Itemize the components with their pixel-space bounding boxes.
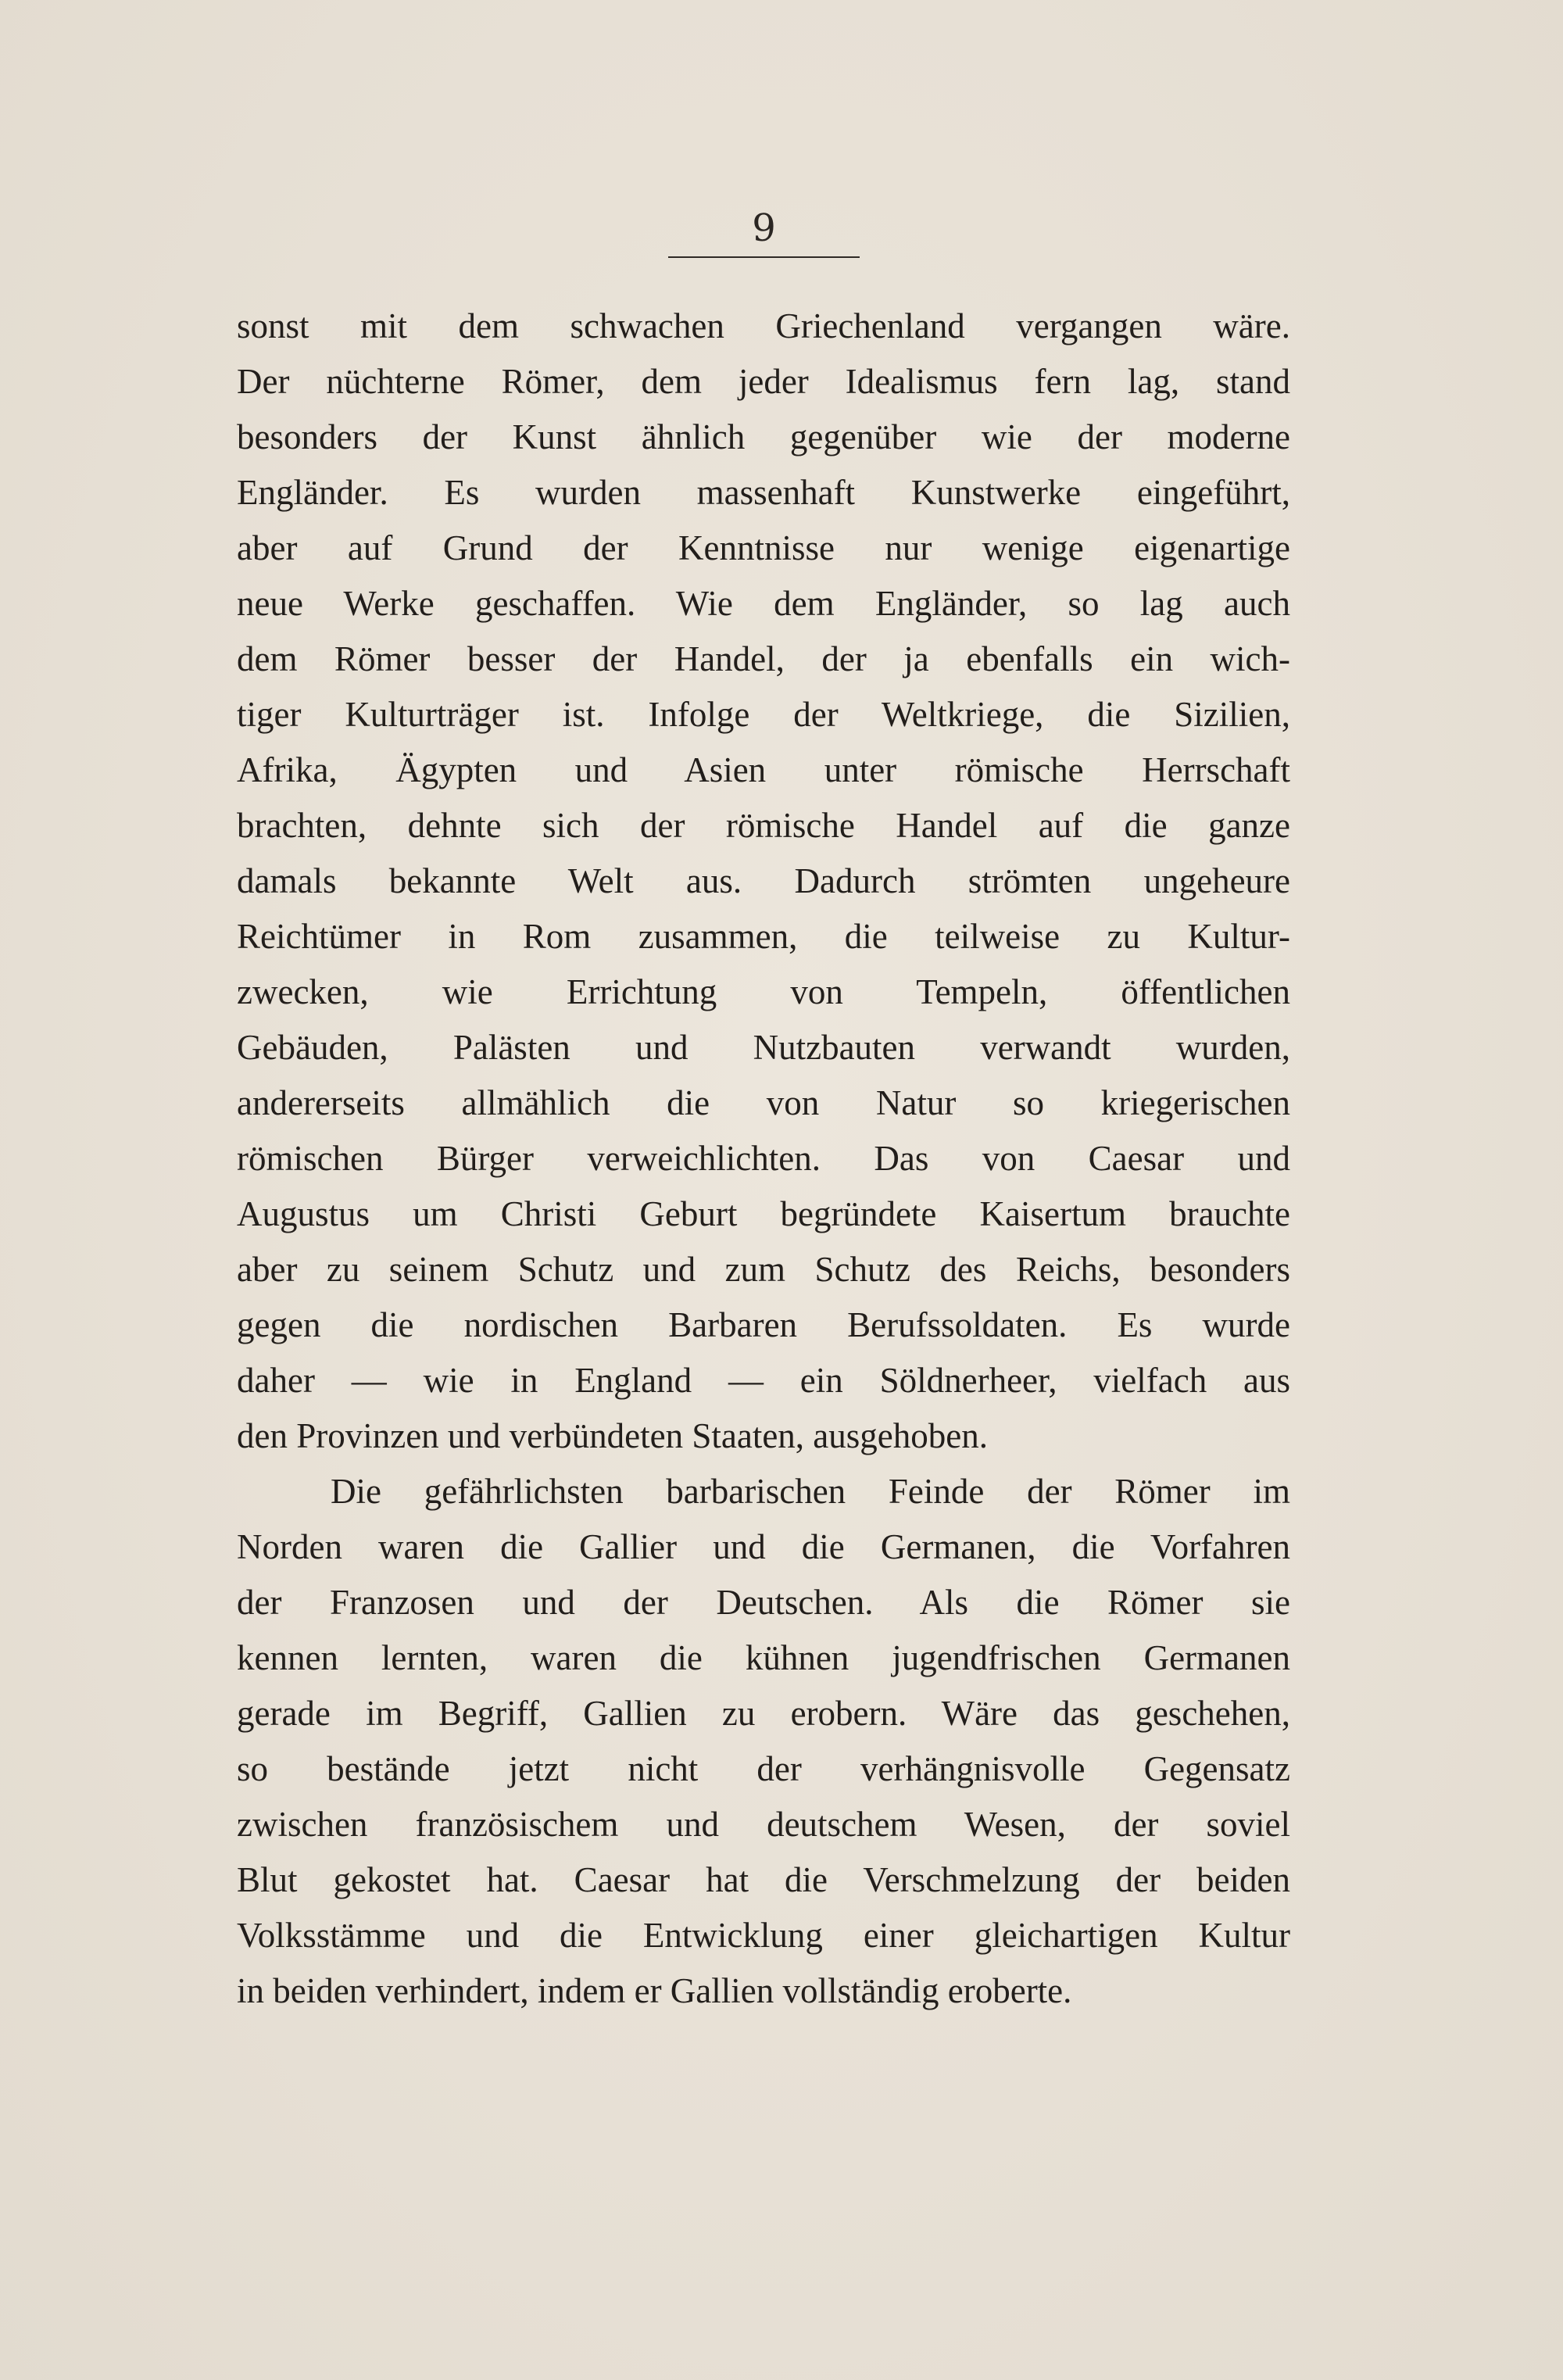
text-line: zwischen französischem und deutschem Wesen, der soviel <box>237 1805 1290 1844</box>
text-line: den Provinzen und verbündeten Staaten, ausgehoben. <box>237 1416 988 1455</box>
text-line: tiger Kulturträger ist. Infolge der Weltkriege, die Sizilien, <box>237 695 1290 734</box>
text-line: aber auf Grund der Kenntnisse nur wenige eigenartige <box>237 528 1290 567</box>
text-line: Engländer. Es wurden massenhaft Kunstwerke eingeführt, <box>237 473 1290 512</box>
text-line: sonst mit dem schwachen Griechenland vergangen wäre. <box>237 306 1290 345</box>
text-line: in beiden verhindert, indem er Gallien vollständig eroberte. <box>237 1971 1072 2010</box>
text-line: zwecken, wie Errichtung von Tempeln, öffentlichen <box>237 972 1290 1011</box>
text-line: kennen lernten, waren die kühnen jugendfrischen Germanen <box>237 1638 1290 1677</box>
text-line: Blut gekostet hat. Caesar hat die Verschmelzung der beiden <box>237 1860 1290 1899</box>
text-line: römischen Bürger verweichlichten. Das von Caesar und <box>237 1139 1290 1178</box>
text-line: Augustus um Christi Geburt begründete Kaisertum brauchte <box>237 1194 1290 1233</box>
text-line: daher — wie in England — ein Söldnerheer, vielfach aus <box>237 1361 1290 1400</box>
page-header <box>668 205 860 258</box>
text-line: Gebäuden, Palästen und Nutzbauten verwandt wurden, <box>237 1028 1290 1067</box>
text-line: besonders der Kunst ähnlich gegenüber wie der moderne <box>237 417 1290 456</box>
text-line: Afrika, Ägypten und Asien unter römische Herrschaft <box>237 750 1290 789</box>
text-line: Volksstämme und die Entwicklung einer gleichartigen Kultur <box>237 1916 1290 1955</box>
page-number: 9 <box>752 206 776 250</box>
text-line: dem Römer besser der Handel, der ja ebenfalls ein wich- <box>237 639 1290 678</box>
text-line: Norden waren die Gallier und die Germanen, die Vorfahren <box>237 1527 1290 1566</box>
text-line: damals bekannte Welt aus. Dadurch strömten ungeheure <box>237 861 1290 900</box>
text-line: so bestände jetzt nicht der verhängnisvolle Gegensatz <box>237 1749 1290 1788</box>
text-line: brachten, dehnte sich der römische Handel auf die ganze <box>237 806 1290 845</box>
text-line: Der nüchterne Römer, dem jeder Idealismus fern lag, stand <box>237 362 1290 401</box>
header-rule <box>668 256 860 258</box>
text-line: neue Werke geschaffen. Wie dem Engländer, so lag auch <box>237 584 1290 623</box>
body-text <box>237 299 1290 2019</box>
text-line: gegen die nordischen Barbaren Berufssoldaten. Es wurde <box>237 1305 1290 1344</box>
text-line: Reichtümer in Rom zusammen, die teilweise zu Kultur- <box>237 917 1290 956</box>
text-line: gerade im Begriff, Gallien zu erobern. Wäre das geschehen, <box>237 1694 1290 1733</box>
text-line: aber zu seinem Schutz und zum Schutz des Reichs, besonders <box>237 1250 1290 1289</box>
text-line: Die gefährlichsten barbarischen Feinde der Römer im <box>331 1472 1290 1511</box>
text-line: andererseits allmählich die von Natur so kriegerischen <box>237 1083 1290 1122</box>
text-line: der Franzosen und der Deutschen. Als die Römer sie <box>237 1583 1290 1622</box>
